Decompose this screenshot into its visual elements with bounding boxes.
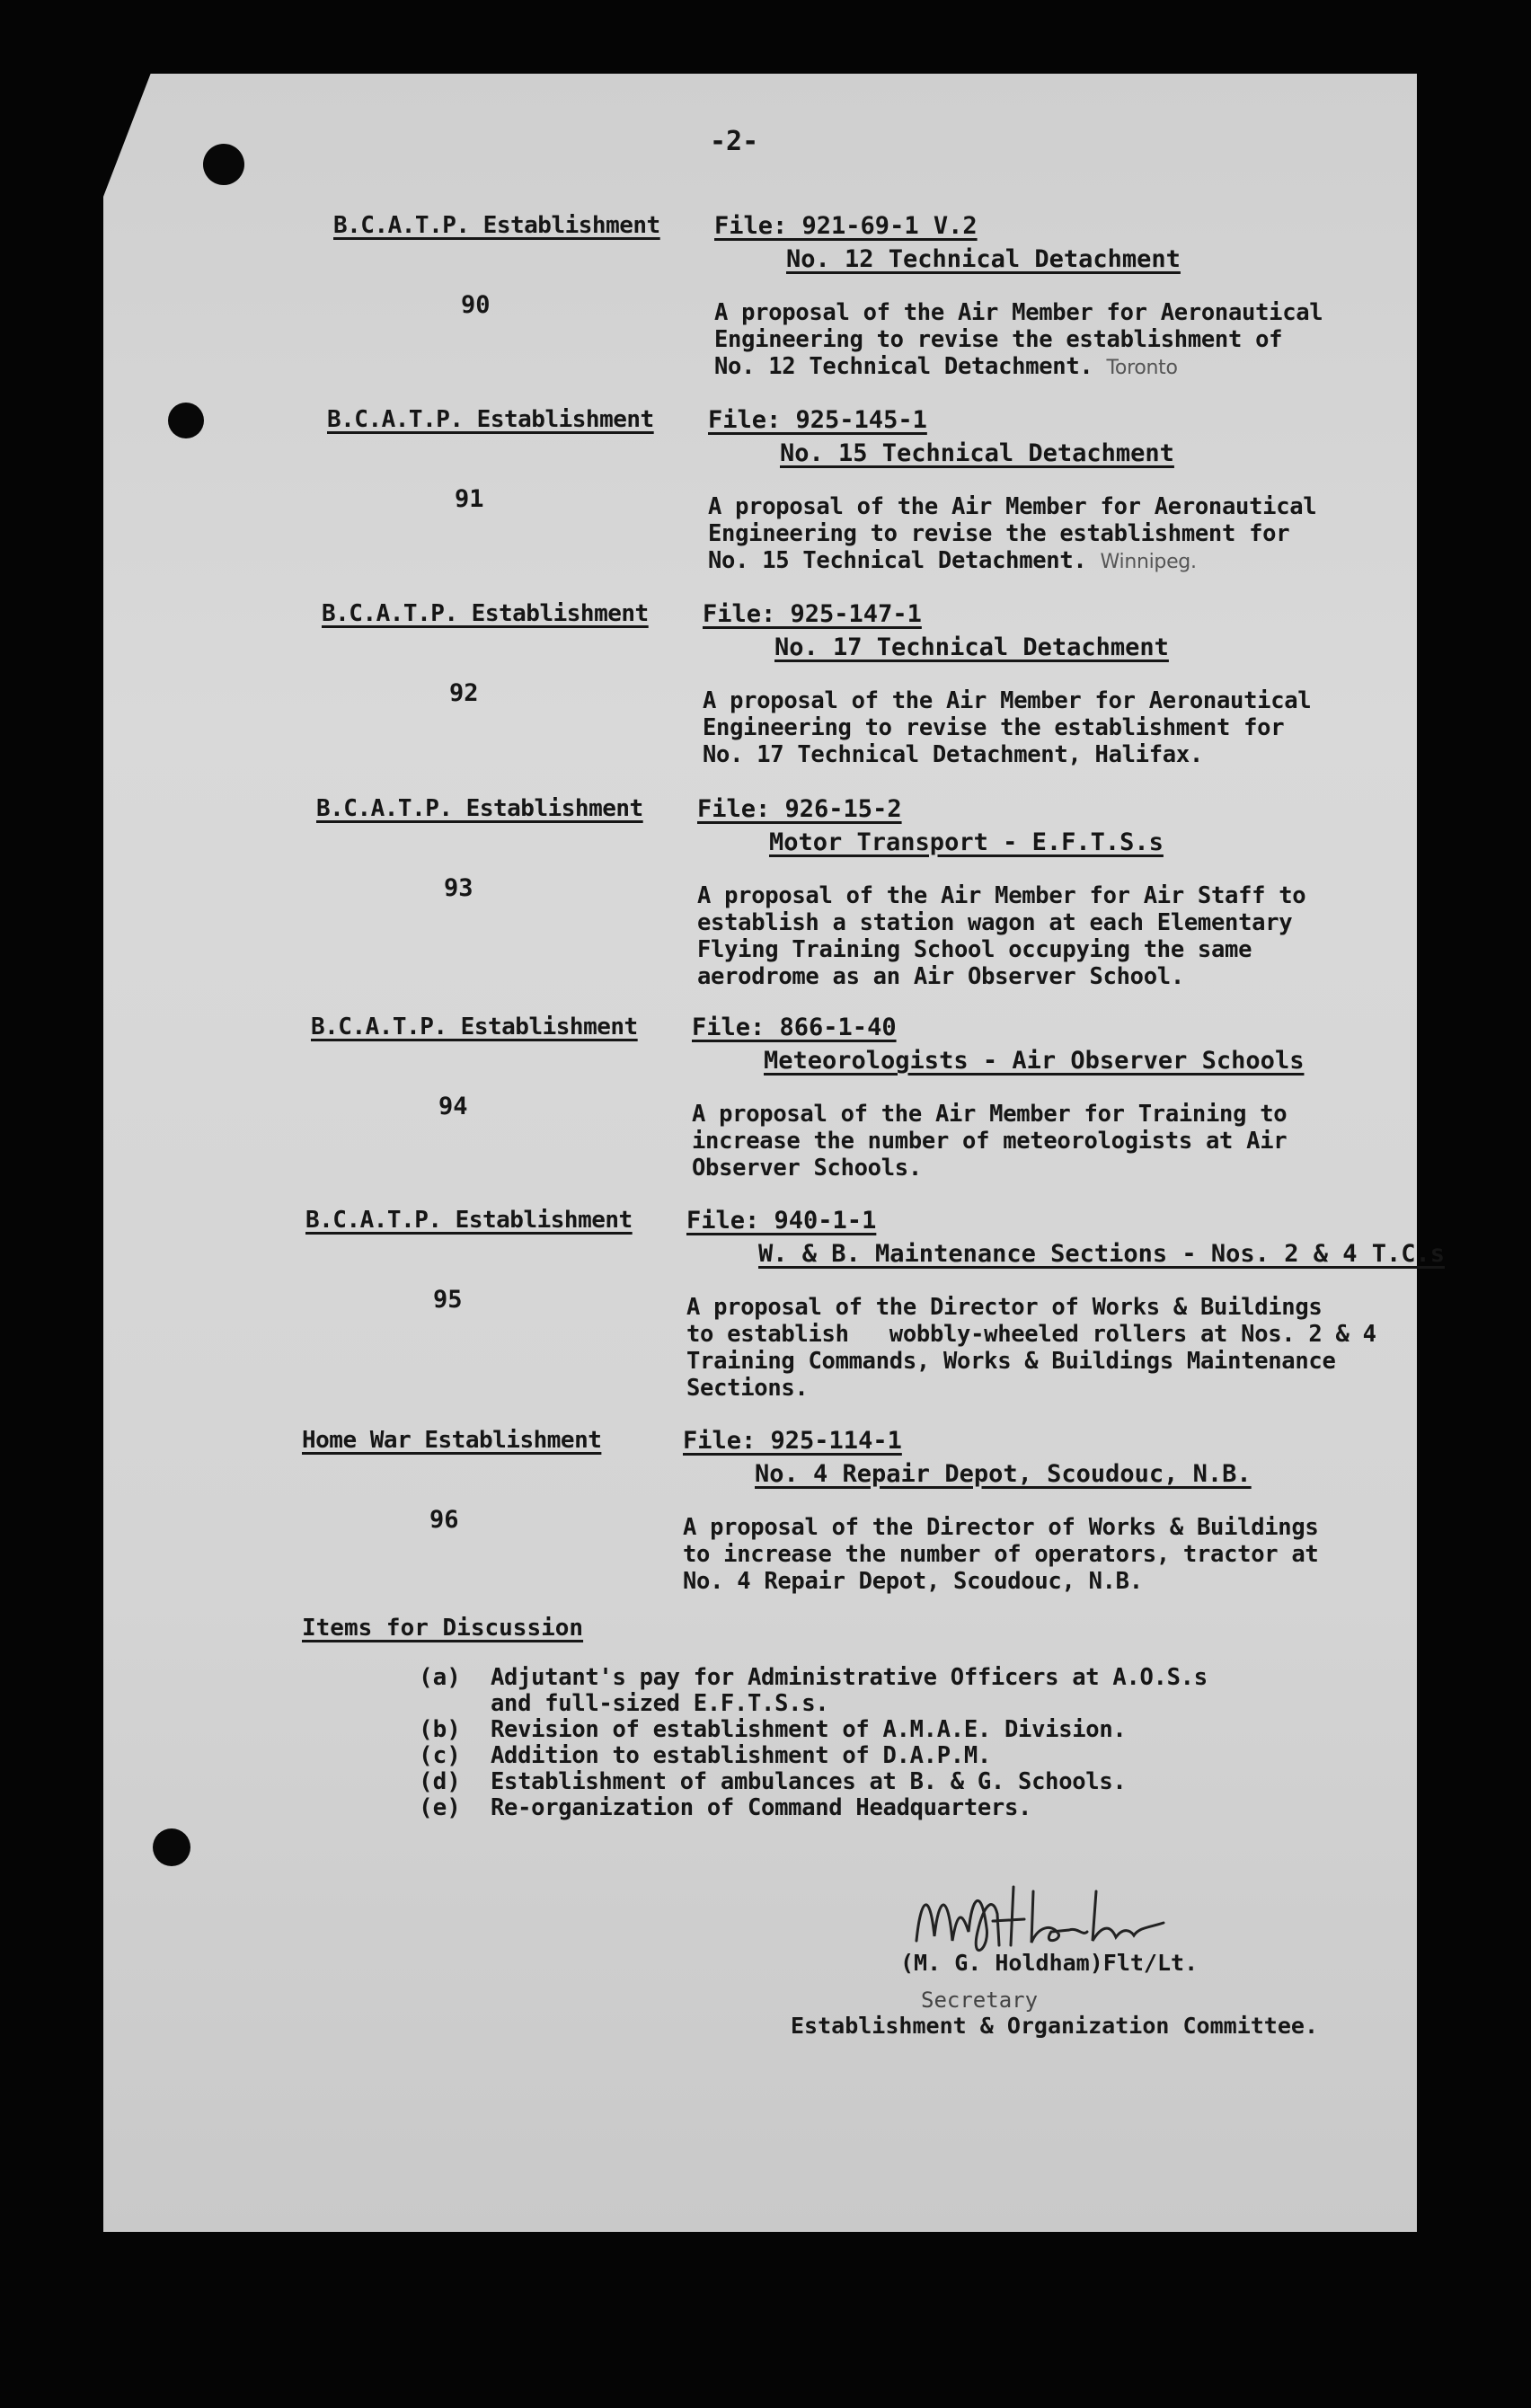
description-line — [708, 547, 1197, 576]
description-line: A proposal of the Air Member for Aeronautical — [703, 687, 1312, 714]
file-reference: File: 925-145-1 — [708, 406, 927, 434]
description-line: to increase the number of operators, tractor at — [683, 1541, 1319, 1568]
description-line: Flying Training School occupying the same — [697, 936, 1252, 963]
item-number: 95 — [433, 1286, 463, 1314]
establishment-label: B.C.A.T.P. Establishment — [333, 212, 660, 239]
subject-heading: No. 15 Technical Detachment — [780, 439, 1174, 467]
description-line: A proposal of the Air Member for Training to — [692, 1101, 1288, 1128]
description-line: A proposal of the Air Member for Aeronautical — [708, 493, 1317, 520]
punch-hole-middle — [168, 403, 204, 438]
establishment-label: B.C.A.T.P. Establishment — [311, 1014, 638, 1040]
description-line: A proposal of the Air Member for Aeronautical — [714, 299, 1323, 326]
description-line: No. 17 Technical Detachment, Halifax. — [703, 741, 1203, 768]
subject-heading: Motor Transport - E.F.T.S.s — [769, 828, 1164, 856]
description-line: A proposal of the Director of Works & Buildings — [683, 1514, 1319, 1541]
discussion-item-text: Establishment of ambulances at B. & G. Schools. — [491, 1768, 1127, 1795]
description-line: Observer Schools. — [692, 1155, 922, 1182]
establishment-label: B.C.A.T.P. Establishment — [322, 600, 649, 627]
item-number: 90 — [461, 291, 491, 319]
item-number: 92 — [449, 679, 479, 707]
description-text: No. 15 Technical Detachment. — [708, 547, 1087, 574]
description-line: establish a station wagon at each Elementary — [697, 909, 1293, 936]
establishment-label: Home War Establishment — [302, 1427, 602, 1454]
discussion-item-letter: (a) — [419, 1664, 461, 1691]
subject-heading: W. & B. Maintenance Sections - Nos. 2 & 4 T.C.s — [758, 1240, 1446, 1268]
subject-heading: Meteorologists - Air Observer Schools — [764, 1047, 1305, 1075]
item-number: 91 — [455, 485, 484, 513]
file-reference: File: 926-15-2 — [697, 795, 902, 823]
file-reference: File: 925-147-1 — [703, 600, 922, 628]
signatory-name: (M. G. Holdham)Flt/Lt. — [900, 1950, 1199, 1976]
description-line: A proposal of the Air Member for Air Staff to — [697, 882, 1306, 909]
discussion-item-letter: (b) — [419, 1716, 461, 1743]
punch-hole-bottom — [153, 1828, 190, 1866]
committee-name: Establishment & Organization Committee. — [791, 2013, 1318, 2039]
discussion-item-letter: (e) — [419, 1794, 461, 1821]
signatory-title: Secretary — [921, 1987, 1039, 2013]
discussion-title: Items for Discussion — [302, 1615, 584, 1642]
page-number: -2- — [710, 126, 759, 157]
description-line: increase the number of meteorologists at Air — [692, 1128, 1288, 1155]
description-line: aerodrome as an Air Observer School. — [697, 963, 1184, 990]
discussion-item-text: Adjutant's pay for Administrative Officers at A.O.S.s — [491, 1664, 1208, 1691]
description-line: A proposal of the Director of Works & Buildings — [686, 1294, 1323, 1321]
establishment-label: B.C.A.T.P. Establishment — [327, 406, 654, 433]
subject-heading: No. 4 Repair Depot, Scoudouc, N.B. — [755, 1460, 1252, 1488]
description-text: No. 12 Technical Detachment. — [714, 353, 1093, 380]
description-line: Engineering to revise the establishment of — [714, 326, 1283, 353]
file-reference: File: 940-1-1 — [686, 1207, 877, 1235]
description-line: to establish wobbly-wheeled rollers at Nos. 2 & 4 — [686, 1321, 1376, 1348]
file-reference: File: 925-114-1 — [683, 1427, 902, 1455]
file-reference: File: 921-69-1 V.2 — [714, 212, 978, 240]
subject-heading: No. 12 Technical Detachment — [786, 245, 1181, 273]
discussion-item-letter: (d) — [419, 1768, 461, 1795]
description-line: Engineering to revise the establishment for — [703, 714, 1285, 741]
subject-heading: No. 17 Technical Detachment — [774, 633, 1169, 661]
file-reference: File: 866-1-40 — [692, 1014, 897, 1041]
discussion-item-text: Re-organization of Command Headquarters. — [491, 1794, 1032, 1821]
description-line: No. 4 Repair Depot, Scoudouc, N.B. — [683, 1568, 1143, 1595]
description-line — [714, 353, 1178, 382]
discussion-item-letter: (c) — [419, 1742, 461, 1769]
item-number: 94 — [438, 1093, 468, 1120]
handwritten-annotation: Toronto — [1106, 357, 1178, 379]
description-line: Sections. — [686, 1375, 809, 1402]
item-number: 96 — [429, 1506, 459, 1534]
handwritten-annotation: Winnipeg. — [1100, 551, 1197, 573]
discussion-item-text: Addition to establishment of D.A.P.M. — [491, 1742, 991, 1769]
discussion-item-text: and full-sized E.F.T.S.s. — [491, 1690, 829, 1717]
description-line: Training Commands, Works & Buildings Maintenance — [686, 1348, 1336, 1375]
establishment-label: B.C.A.T.P. Establishment — [305, 1207, 633, 1234]
discussion-item-text: Revision of establishment of A.M.A.E. Division. — [491, 1716, 1127, 1743]
item-number: 93 — [444, 874, 473, 902]
establishment-label: B.C.A.T.P. Establishment — [316, 795, 643, 822]
description-line: Engineering to revise the establishment for — [708, 520, 1290, 547]
punch-hole-top — [203, 144, 244, 185]
